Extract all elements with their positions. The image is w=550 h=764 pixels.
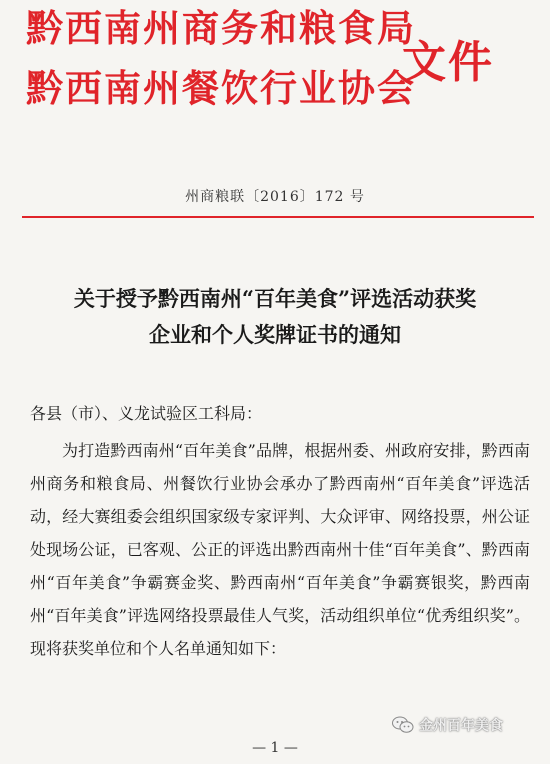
document-number: 州商粮联〔2016〕172 号 <box>185 189 365 205</box>
page-number: — 1 — <box>252 740 298 756</box>
issuer-line-2: 黔西南州餐饮行业协会 <box>26 66 416 110</box>
notice-title-line-1: 关于授予黔西南州“百年美食”评选活动获奖 <box>73 286 477 311</box>
issuer-line-1: 黔西南州商务和粮食局 <box>26 6 416 50</box>
watermark-text: 金州百年美食 <box>419 718 503 734</box>
red-divider <box>22 216 534 218</box>
watermark <box>392 715 503 735</box>
wechat-icon <box>392 716 414 734</box>
document-word: 文件 <box>402 37 494 88</box>
recipient-line: 各县（市）、义龙试验区工科局： <box>30 404 263 423</box>
notice-title-line-2: 企业和个人奖牌证书的通知 <box>149 322 401 347</box>
body-paragraph: 为打造黔西南州“百年美食”品牌，根据州委、州政府安排，黔西南州商务和粮食局、州餐饮行业协会承办了黔西南州“百年美食”评选活动，经大赛组委会组织国家级专家评判、大众评审、网络投票，州公证处现场公证，已客观、公正的评选出黔西南州十佳“百年美食”、黔西南州“百年美食”争霸赛金奖、黔西南州“百年美食”争霸赛银奖，黔西南州“百年美食”评选网络投票最佳人气奖，活动组织单位“优秀组织奖”。现将获奖单位和个人名单通知如下： <box>30 441 530 658</box>
